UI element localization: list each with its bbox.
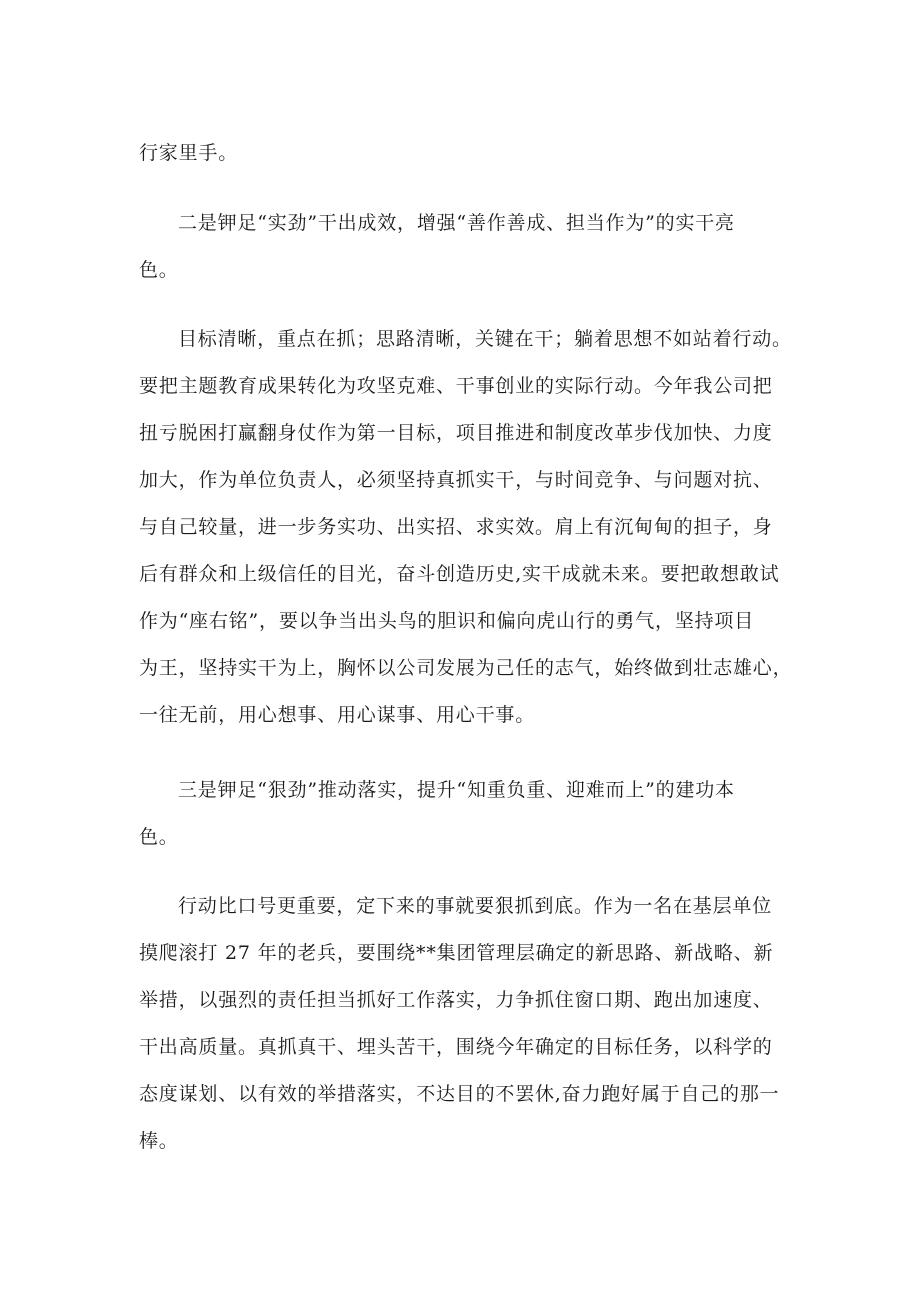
paragraph-line: 要把主题教育成果转化为攻坚克难、干事创业的实际行动。今年我公司把: [139, 375, 773, 397]
paragraph-line: 加大，作为单位负责人，必须坚持真抓实干，与时间竞争、与问题对抗、: [139, 469, 773, 491]
paragraph-line: 后有群众和上级信任的目光，奋斗创造历史,实干成就未来。要把敢想敢试: [139, 563, 780, 585]
paragraph-line: 摸爬滚打 27 年的老兵，要围绕**集团管理层确定的新思路、新战略、新: [139, 942, 774, 964]
section-heading-line: 色。: [139, 826, 179, 848]
section-heading-line: 色。: [139, 259, 179, 281]
paragraph-line: 一往无前，用心想事、用心谋事、用心干事。: [139, 704, 536, 726]
paragraph-line: 举措，以强烈的责任担当抓好工作落实，力争抓住窗口期、跑出加速度、: [139, 989, 773, 1011]
paragraph-line: 作为“座右铭”，要以争当出头鸟的胆识和偏向虎山行的勇气，坚持项目: [139, 610, 755, 632]
paragraph-line: 干出高质量。真抓真干、埋头苦干，围绕今年确定的目标任务，以科学的: [139, 1036, 773, 1058]
paragraph-line: 棒。: [139, 1130, 179, 1152]
paragraph-line: 目标清晰，重点在抓；思路清晰，关键在干；躺着思想不如站着行动。: [178, 328, 792, 350]
section-heading-line: 三是钾足“狠劲”推动落实，提升“知重负重、迎难而上”的建功本: [178, 779, 735, 801]
paragraph-line: 态度谋划、以有效的举措落实，不达目的不罢休,奋力跑好属于自己的那一: [139, 1083, 780, 1105]
paragraph-line: 扭亏脱困打赢翻身仗作为第一目标，项目推进和制度改革步伐加快、力度: [139, 422, 773, 444]
paragraph-line: 行动比口号更重要，定下来的事就要狠抓到底。作为一名在基层单位: [178, 895, 773, 917]
section-heading-line: 二是钾足“实劲”干出成效，增强“善作善成、担当作为”的实干亮: [178, 212, 735, 234]
paragraph-line: 行家里手。: [139, 142, 239, 164]
paragraph-line: 与自己较量，进一步务实功、出实招、求实效。肩上有沉甸甸的担子，身: [139, 516, 773, 538]
paragraph-line: 为王，坚持实干为上，胸怀以公司发展为己任的志气，始终做到壮志雄心，: [139, 657, 793, 679]
